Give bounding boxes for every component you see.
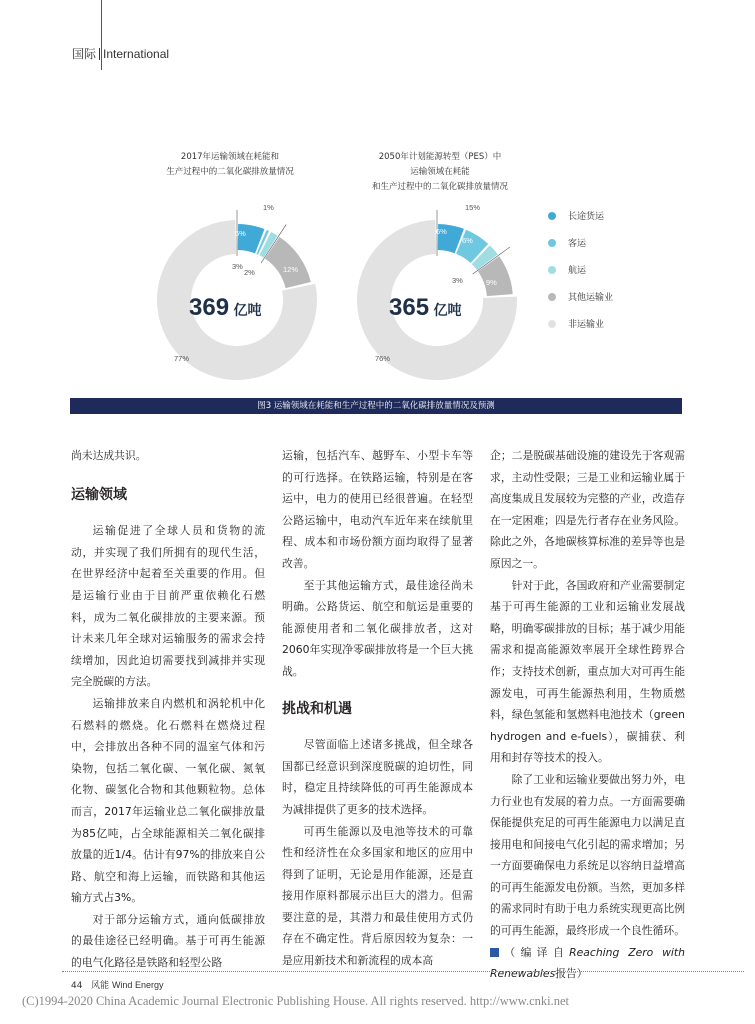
page-footer bbox=[71, 978, 163, 991]
source-report-title: Reaching Zero with Renewables bbox=[490, 945, 686, 981]
legend-item-shipping bbox=[548, 256, 613, 283]
chart2-label-long-haul: 6% bbox=[436, 227, 447, 236]
paragraph-final bbox=[490, 769, 685, 985]
chart1-label-passenger: 1% bbox=[263, 203, 274, 212]
legend-dot-long-haul bbox=[548, 212, 556, 220]
chart2-total-unit: 亿吨 bbox=[433, 302, 462, 318]
page-number: 44 bbox=[71, 981, 83, 991]
chart1-title-line: 生产过程中的二氧化碳排放量情况 bbox=[166, 167, 294, 177]
chart2-label-non-transport: 76% bbox=[375, 354, 391, 363]
chart2-title-line: 2050年计划能源转型（PES）中 bbox=[378, 152, 502, 162]
legend-dot-non-transport bbox=[548, 320, 556, 328]
source-note-prefix: （编译自 bbox=[499, 945, 570, 959]
magazine-name-en: Wind Energy bbox=[111, 980, 164, 990]
paragraph: 对于部分运输方式，通向低碳排放的最佳途径已经明确。基于可再生能源的电气化路径是铁路和轻型公路 bbox=[71, 912, 265, 970]
chart1-label-other-transport: 12% bbox=[283, 265, 299, 274]
legend-label: 客运 bbox=[568, 239, 587, 249]
paragraph: 尚未达成共识。 bbox=[71, 449, 147, 462]
legend-label: 非运输业 bbox=[568, 320, 605, 330]
legend-item-long-haul bbox=[548, 202, 613, 229]
paragraph: 尽管面临上述诸多挑战，但全球各国都已经意识到深度脱碳的迫切性，同时，稳定且持续降低的可再生能源成本为减排提供了更多的技术选择。 bbox=[282, 738, 473, 816]
paragraph: 运输排放来自内燃机和涡轮机中化石燃料的燃烧。化石燃料在燃烧过程中，会排放出各种不同的温室气体和污染物，包括二氧化碳、一氧化碳、氮氧化物、碳氢化合物和其他颗粒物。总体而言，2017年运输业总二氧化碳排放量为85亿吨，占全球能源相关二氧化碳排放量的近1/4。估计有97%的排放来自公路、航空和海上运输，而铁路和其他运输方式占3%。 bbox=[71, 696, 265, 905]
chart2-label-annotation: 15% bbox=[465, 203, 481, 212]
section-heading-transport: 运输领域 bbox=[71, 486, 127, 503]
section-label bbox=[72, 45, 169, 62]
paragraph-text: 除了工业和运输业要做出努力外，电力行业也有发展的着力点。一方面需要确保能提供充足的可再生能源电力以满足直接用电和间接电气化引起的需求增加；另一方面要确保电力系统足以容纳日益增高的可再生能源发电份额。当然，更加多样的需求同时有助于电力系统实现更高比例的可再生能源，最终形成一个良性循环。 bbox=[490, 772, 685, 938]
chart2-label-passenger: 6% bbox=[462, 236, 473, 245]
figure-caption: 图3 运输领域在耗能和生产过程中的二氧化碳排放量情况及预测 bbox=[70, 398, 682, 414]
chart-legend bbox=[548, 202, 613, 337]
legend-item-other-transport bbox=[548, 283, 613, 310]
chart1-total-unit: 亿吨 bbox=[233, 302, 262, 318]
chart1-total bbox=[189, 294, 262, 322]
chart1-title bbox=[150, 150, 310, 180]
section-label-cn: 国际 bbox=[72, 47, 97, 61]
chart1-title-line: 2017年运输领域在耗能和 bbox=[180, 152, 280, 162]
chart2-label-shipping: 3% bbox=[452, 276, 463, 285]
chart2-label-other-transport: 9% bbox=[486, 278, 497, 287]
legend-item-non-transport bbox=[548, 310, 613, 337]
source-note-suffix: 报告） bbox=[555, 967, 588, 981]
legend-item-passenger bbox=[548, 229, 613, 256]
chart1-total-value: 369 bbox=[189, 294, 230, 321]
paragraph: 至于其他运输方式，最佳途径尚未明确。公路货运、航空和航运是重要的能源使用者和二氧化碳排放者，这对2060年实现净零碳排放将是一个巨大挑战。 bbox=[282, 578, 473, 678]
legend-label: 其他运输业 bbox=[568, 293, 614, 303]
legend-label: 航运 bbox=[568, 266, 587, 276]
paragraph: 针对于此，各国政府和产业需要制定基于可再生能源的工业和运输业发展战略，明确零碳排放的目标；基于减少用能需求和提高能源效率展开全球性跨界合作；支持技术创新，重点加大对可再生能源发电，可再生能源热利用，生物质燃料，绿色氢能和氢燃料电池技术（green hydrogen and e-fuels），碳捕获、利用和封存等技术的投入。 bbox=[490, 578, 685, 765]
chart1-label-annotation: 3% bbox=[232, 262, 243, 271]
chart2-total bbox=[389, 294, 462, 322]
paragraph: 企；二是脱碳基础设施的建设先于客观需求，主动性受限；三是工业和运输业属于高度集成且发展较为完整的产业，改造存在一定困难；四是先行者存在业务风险。除此之外，各地碳核算标准的差异等也是原因之一。 bbox=[490, 449, 685, 570]
chart2-total-value: 365 bbox=[389, 294, 430, 321]
text-column-1 bbox=[71, 445, 265, 974]
chart1-label-long-haul: 6% bbox=[235, 229, 246, 238]
paragraph: 可再生能源以及电池等技术的可靠性和经济性在众多国家和地区的应用中得到了证明，无论是用作能源，还是直接用作原料都展示出巨大的潜力。但需要注意的是，其潜力和最佳使用方式仍存在不确定性。背后原因较为复杂：一是应用新技术和新流程的成本高 bbox=[282, 824, 473, 968]
chart2-title-line: 运输领域在耗能 bbox=[410, 167, 470, 177]
footer-divider bbox=[62, 971, 744, 972]
text-column-3 bbox=[490, 445, 685, 985]
section-label-en: International bbox=[103, 47, 170, 61]
paragraph: 运输促进了全球人员和货物的流动，并实现了我们所拥有的现代生活，在世界经济中起着至关重要的作用。但是运输行业由于目前严重依赖化石燃料，成为二氧化碳排放的主要来源。预计未来几年全球对运输服务的需求会持续增加，因此迫切需要找到减排并实现完全脱碳的方法。 bbox=[71, 524, 265, 689]
chart2-title bbox=[350, 150, 530, 195]
legend-label: 长途货运 bbox=[568, 212, 605, 222]
magazine-name-cn: 风能 bbox=[91, 981, 110, 991]
legend-dot-other-transport bbox=[548, 293, 556, 301]
chart2-title-line: 和生产过程中的二氧化碳排放量情况 bbox=[371, 182, 508, 192]
chart1-label-non-transport: 77% bbox=[174, 354, 190, 363]
chart1-label-shipping: 2% bbox=[244, 268, 255, 277]
end-mark-icon bbox=[490, 948, 499, 957]
section-label-separator bbox=[99, 48, 100, 60]
section-heading-challenges: 挑战和机遇 bbox=[282, 700, 352, 717]
paragraph: 运输，包括汽车、越野车、小型卡车等的可行选择。在铁路运输，特别是在客运中，电力的使用已经很普遍。在轻型公路运输中，电动汽车近年来在续航里程、成本和市场份额方面均取得了显著改善。 bbox=[282, 449, 473, 570]
copyright-watermark: (C)1994-2020 China Academic Journal Electronic Publishing House. All rights reserved. http://www.cnki.net bbox=[22, 994, 570, 1008]
text-column-2 bbox=[282, 445, 473, 972]
legend-dot-shipping bbox=[548, 266, 556, 274]
legend-dot-passenger bbox=[548, 239, 556, 247]
